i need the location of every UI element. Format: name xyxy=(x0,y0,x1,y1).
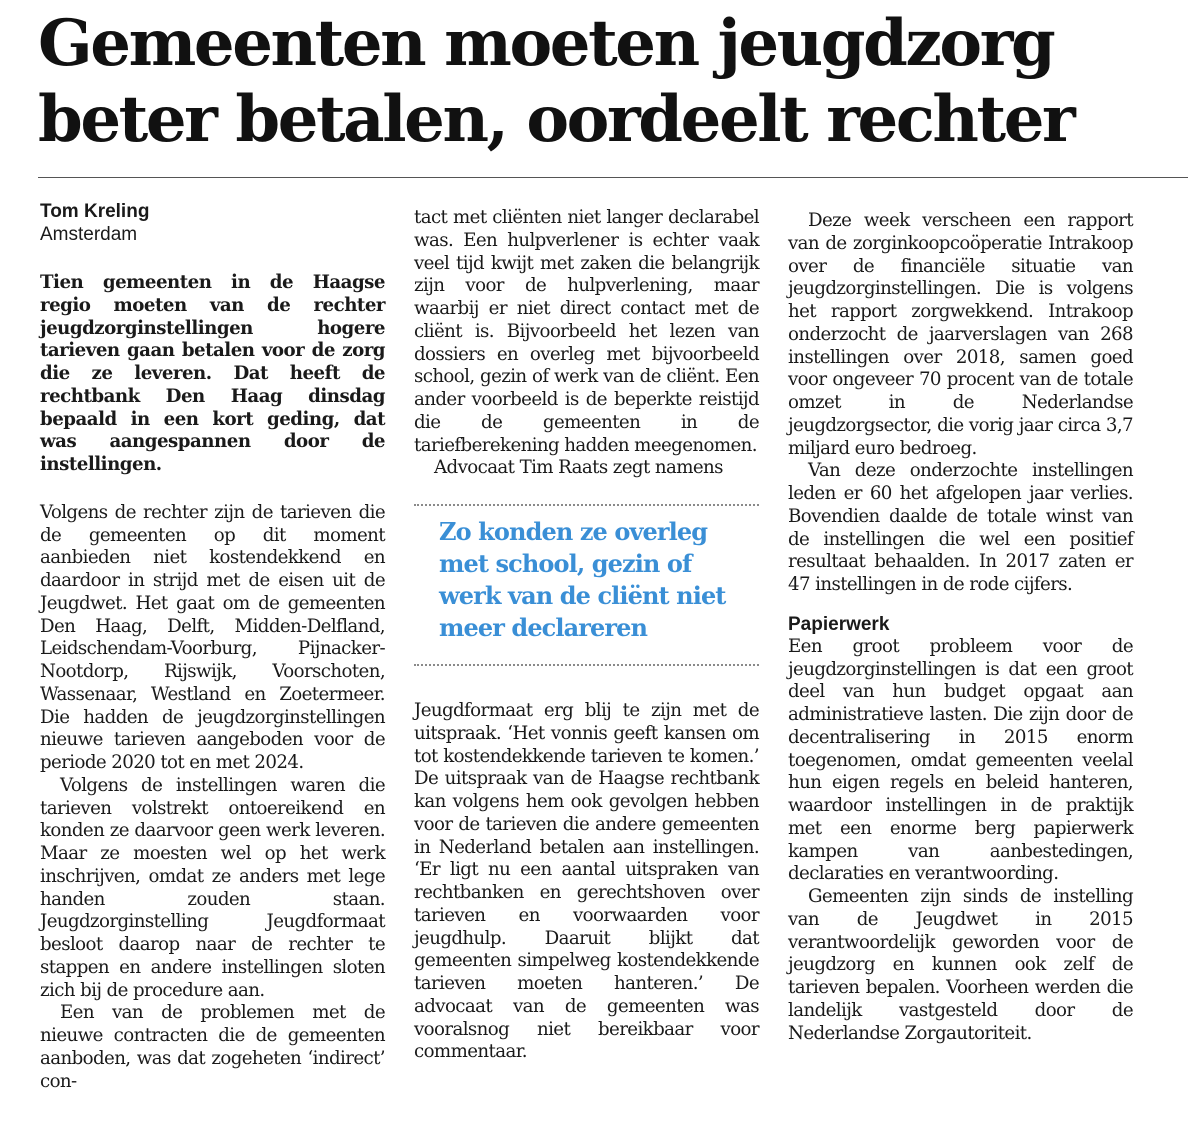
subheading: Papierwerk xyxy=(788,613,890,635)
body-paragraph: Advocaat Tim Raats zegt namens xyxy=(434,457,723,479)
pull-quote-divider xyxy=(414,664,759,666)
byline-location: Amsterdam xyxy=(40,224,138,245)
body-paragraph: tact met cliënten niet langer declarabel was. Een hulpverlener is echter vaak veel tijd kwijt met zaken die belangrijk zijn voor de hulpverlening, maar waarbij er niet direct contact met de cliënt is. Bijvoorbeeld het lezen van dossiers en overleg met bijvoorbeeld school, gezin of werk van de cliënt. Een ander voorbeeld is de beperkte reistijd die de gemeenten in de tariefberekening hadden meegenomen. xyxy=(414,207,759,456)
body-paragraph: Een van de problemen met de nieuwe contracten die de gemeenten aanboden, was dat zogeheten ‘indirect’ con- xyxy=(40,1002,385,1092)
column-2 xyxy=(414,207,759,1064)
byline-author: Tom Kreling xyxy=(40,201,150,222)
pull-quote: Zo konden ze overleg met school, gezin of werk van de cliënt niet meer declareren xyxy=(439,517,726,642)
body-paragraph: Van deze onderzochte instellingen leden er 60 het afgelopen jaar verlies. Bovendien daalde de totale winst van de instellingen die wel een positief resultaat behaalden. In 2017 zaten er 47 instellingen in de rode cijfers. xyxy=(788,460,1133,595)
pull-quote-divider xyxy=(414,504,759,506)
lead-paragraph: Tien gemeenten in de Haagse regio moeten van de rechter jeugdzorginstellingen hogere tarieven gaan betalen voor de zorg die ze leveren. Dat heeft de rechtbank Den Haag dinsdag bepaald in een kort geding, dat was aangespannen door de instellingen. xyxy=(40,272,385,475)
column-3 xyxy=(788,210,1133,1045)
body-paragraph: Gemeenten zijn sinds de instelling van de Jeugdwet in 2015 verantwoordelijk geworden voor de jeugdzorg en kunnen ook zelf de tarieven bepalen. Voorheen werden die landelijk vastgesteld door de Nederlandse Zorgautoriteit. xyxy=(788,886,1133,1044)
column-1 xyxy=(40,200,385,1093)
headline: Gemeenten moeten jeugdzorg beter betalen, oordeelt rechter xyxy=(38,6,1074,157)
body-paragraph: Volgens de rechter zijn de tarieven die de gemeenten op dit moment aanbieden niet kostendekkend en daardoor in strijd met de eisen uit de Jeugdwet. Het gaat om de gemeenten Den Haag, Delft, Midden-Delfland, Leidschendam-Voorburg, Pijnacker-Nootdorp, Rijswijk, Voorschoten, Wassenaar, Westland en Zoetermeer. Die hadden de jeugdzorginstellingen nieuwe tarieven aangeboden voor de periode 2020 tot en met 2024. xyxy=(40,501,385,773)
body-paragraph: Een groot probleem voor de jeugdzorginstellingen is dat een groot deel van hun budget opgaat aan administratieve lasten. Die zijn door de decentralisering in 2015 enorm toegenomen, omdat gemeenten veelal hun eigen regels en beleid hanteren, waardoor instellingen in de praktijk met een enorme berg papierwerk kampen van aanbestedingen, declaraties en verantwoording. xyxy=(788,635,1133,885)
body-paragraph: Deze week verscheen een rapport van de zorginkoopcoöperatie Intrakoop over de financiële situatie van jeugdzorginstellingen. Die is volgens het rapport zorgwekkend. Intrakoop onderzocht de jaarverslagen van 268 instellingen over 2018, samen goed voor ongeveer 70 procent van de totale omzet in de Nederlandse jeugdzorgsector, die vorig jaar circa 3,7 miljard euro bedroeg. xyxy=(788,210,1133,459)
body-paragraph: Jeugdformaat erg blij te zijn met de uitspraak. ‘Het vonnis geeft kansen om tot kostendekkende tarieven te komen.’ De uitspraak van de Haagse rechtbank kan volgens hem ook gevolgen hebben voor de tarieven die andere gemeenten in Nederland betalen aan instellingen. ‘Er ligt nu een aantal uitspraken van rechtbanken en gerechtshoven over tarieven en voorwaarden voor jeugdhulp. Daaruit blijkt dat gemeenten simpelweg kostendekkende tarieven moeten hanteren.’ De advocaat van de gemeenten was vooralsnog niet bereikbaar voor commentaar. xyxy=(414,700,759,1063)
headline-divider xyxy=(38,177,1188,178)
body-paragraph: Volgens de instellingen waren die tarieven volstrekt ontoereikend en konden ze daarvoor geen werk leveren. Maar ze moesten wel op het werk inschrijven, omdat ze anders met lege handen zouden staan. Jeugdzorginstelling Jeugdformaat besloot daarop naar de rechter te stappen en andere instellingen sloten zich bij de procedure aan. xyxy=(40,774,385,1001)
